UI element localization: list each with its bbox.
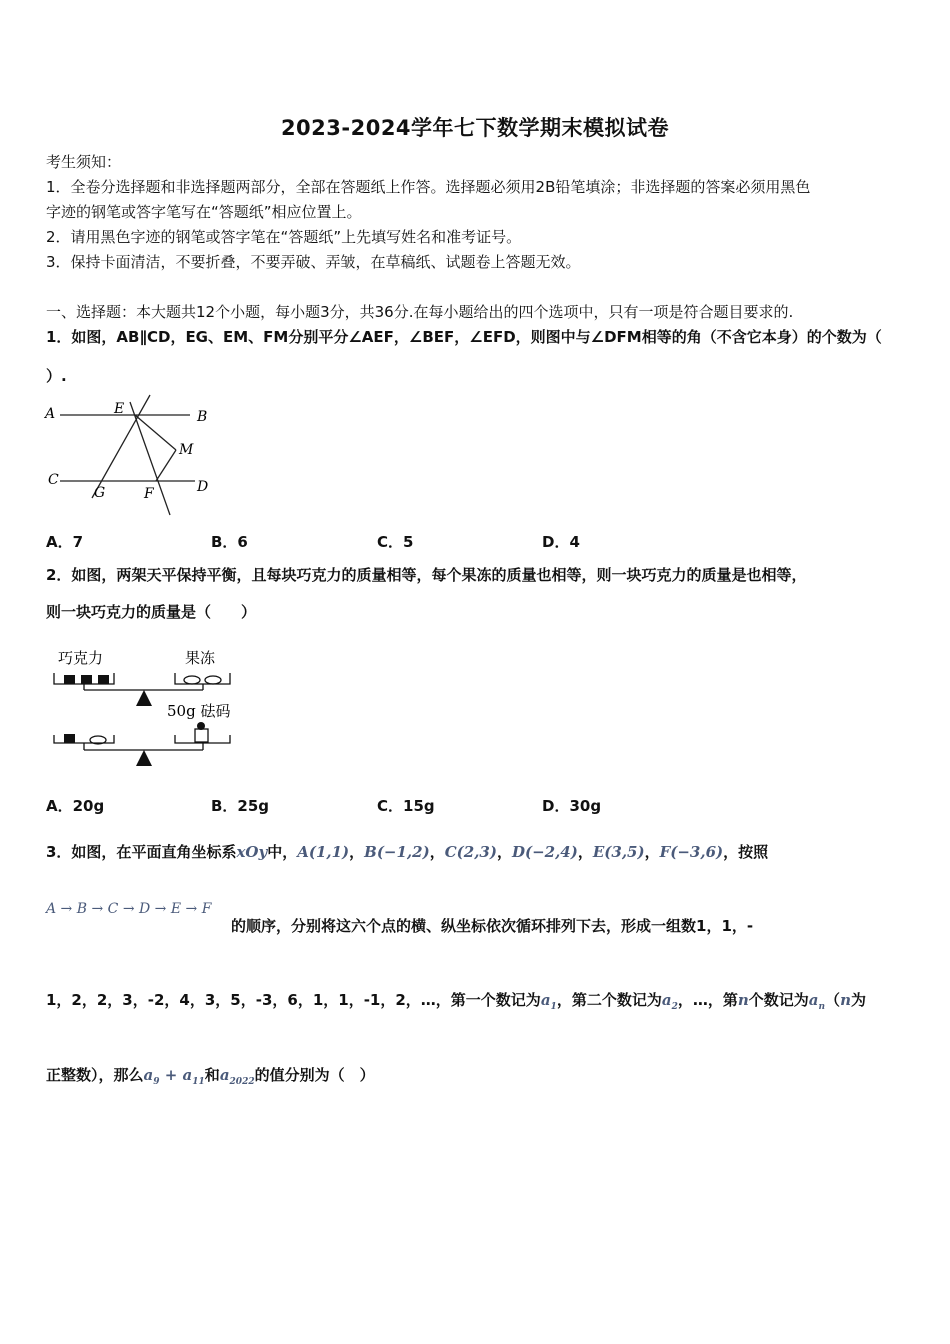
q2-option-d: D．30g: [542, 797, 602, 815]
label-f: F: [144, 486, 154, 502]
q1-option-a: A．7: [46, 533, 84, 551]
notice-line-1a: 1．全卷分选择题和非选择题两部分，全部在答题纸上作答。选择题必须用2B铅笔填涂；非选择题的答案必须用黑色: [46, 178, 811, 196]
term-a2022: $a_{2022}$: [219, 1066, 255, 1087]
q2-text-end: 则一块巧克力的质量是（ ）: [46, 603, 257, 621]
q1-text-end: ）.: [46, 367, 67, 385]
q3-after-points: ，按照: [723, 843, 769, 861]
label-a: A: [45, 406, 56, 422]
chocolate-block: [98, 675, 109, 684]
q3-text-3c: ，…，第: [677, 991, 738, 1009]
q3-text-4b: 的值分别为（ ）: [254, 1066, 375, 1084]
q1-figure: [40, 390, 230, 525]
q1-text: 1．如图，AB∥CD，EG、EM、FM分别平分∠AEF，∠BEF，∠EFD，则图中与∠DFM相等的角（不含它本身）的个数为（: [46, 328, 882, 346]
label-jelly: 果冻: [185, 649, 216, 667]
q3-text-3b: ，第二个数记为: [556, 991, 662, 1009]
fulcrum-top: [136, 690, 152, 706]
notice-line-2: 2．请用黑色字迹的钢笔或答字笔在“答题纸”上先填写姓名和准考证号。: [46, 228, 522, 246]
q2-option-a: A．20g: [46, 797, 105, 815]
term-a2: $a_2$: [661, 991, 678, 1012]
q3-line-3: [46, 988, 866, 1019]
point-a: A(1,1): [297, 843, 350, 861]
q3-text-2: 的顺序，分别将这六个点的横、纵坐标依次循环排列下去，形成一组数1，1，-: [231, 917, 754, 935]
label-d: D: [197, 479, 209, 495]
notice-line-1b: 字迹的钢笔或答字笔写在“答题纸”相应位置上。: [46, 203, 362, 221]
q3-text-3f: 为: [850, 991, 866, 1009]
term-a11: $a_{11}$: [182, 1066, 205, 1087]
plus-sign: +: [159, 1066, 183, 1084]
point-b: B(−1,2): [364, 843, 430, 861]
q3-and: 和: [204, 1066, 220, 1084]
notice-heading: 考生须知：: [46, 153, 122, 171]
label-m: M: [179, 442, 194, 458]
q2-text: 2．如图，两架天平保持平衡，且每块巧克力的质量相等，每个果冻的质量也相等，则一块巧克力的质量是也相等，: [46, 566, 807, 584]
q1-option-d: D．4: [542, 533, 580, 551]
q3-text-4a: 正整数），那么: [46, 1066, 144, 1084]
term-an: $a_n$: [808, 991, 826, 1012]
point-f: F(−3,6): [659, 843, 724, 861]
chocolate-block: [64, 675, 75, 684]
page-title: 2023-2024学年七下数学期末模拟试卷: [280, 116, 670, 140]
var-n-2: n: [840, 991, 851, 1009]
q2-option-b: B．25g: [211, 797, 270, 815]
q2-figure: [48, 640, 248, 775]
label-g: G: [94, 485, 106, 501]
term-a9: $a_9$: [143, 1066, 160, 1087]
label-b: B: [197, 409, 208, 425]
label-weight: 50g 砝码: [167, 702, 231, 720]
q3-text-3a: 1，2，2，3，-2，4，3，5，-3，6，1，1，-1，2，…，第一个数记为: [46, 991, 541, 1009]
q3-text-3e: （: [825, 991, 841, 1009]
q3-sequence: A → B → C → D → E → F: [46, 901, 212, 917]
weight-knob: [197, 722, 205, 730]
jelly: [184, 676, 200, 684]
right-pan-top: [175, 673, 230, 684]
q3-mid: 中，: [267, 843, 298, 861]
q3-text-3d: 个数记为: [748, 991, 809, 1009]
q3-intro-text: 3．如图，在平面直角坐标系: [46, 843, 237, 861]
line-fm: [156, 450, 176, 481]
q2-option-c: C．15g: [377, 797, 435, 815]
q3-intro: 3．如图，在平面直角坐标系xOy中，A(1,1)，B(−1,2)，C(2,3)，D(−2,4)，E(3,5)，F(−3,6)，按照: [46, 843, 769, 861]
section-heading: 一、选择题：本大题共12个小题，每小题3分，共36分.在每小题给出的四个选项中，只有一项是符合题目要求的.: [46, 303, 794, 321]
q3-line-4: [46, 1063, 375, 1094]
jelly: [205, 676, 221, 684]
fulcrum-bottom: [136, 750, 152, 766]
var-n: n: [737, 991, 749, 1009]
label-c: C: [48, 472, 59, 488]
weight-box: [195, 729, 208, 742]
point-e: E(3,5): [592, 843, 645, 861]
notice-line-3: 3．保持卡面清洁，不要折叠，不要弄破、弄皱，在草稿纸、试题卷上答题无效。: [46, 253, 581, 271]
point-d: D(−2,4): [511, 843, 578, 861]
chocolate-block: [81, 675, 92, 684]
point-c: C(2,3): [444, 843, 497, 861]
coord-system: xOy: [236, 843, 268, 861]
chocolate-block: [64, 734, 75, 743]
label-e: E: [114, 401, 125, 417]
term-a1: $a_1$: [540, 991, 557, 1012]
q1-option-b: B．6: [211, 533, 248, 551]
label-chocolate: 巧克力: [58, 649, 104, 667]
q1-option-c: C．5: [377, 533, 414, 551]
